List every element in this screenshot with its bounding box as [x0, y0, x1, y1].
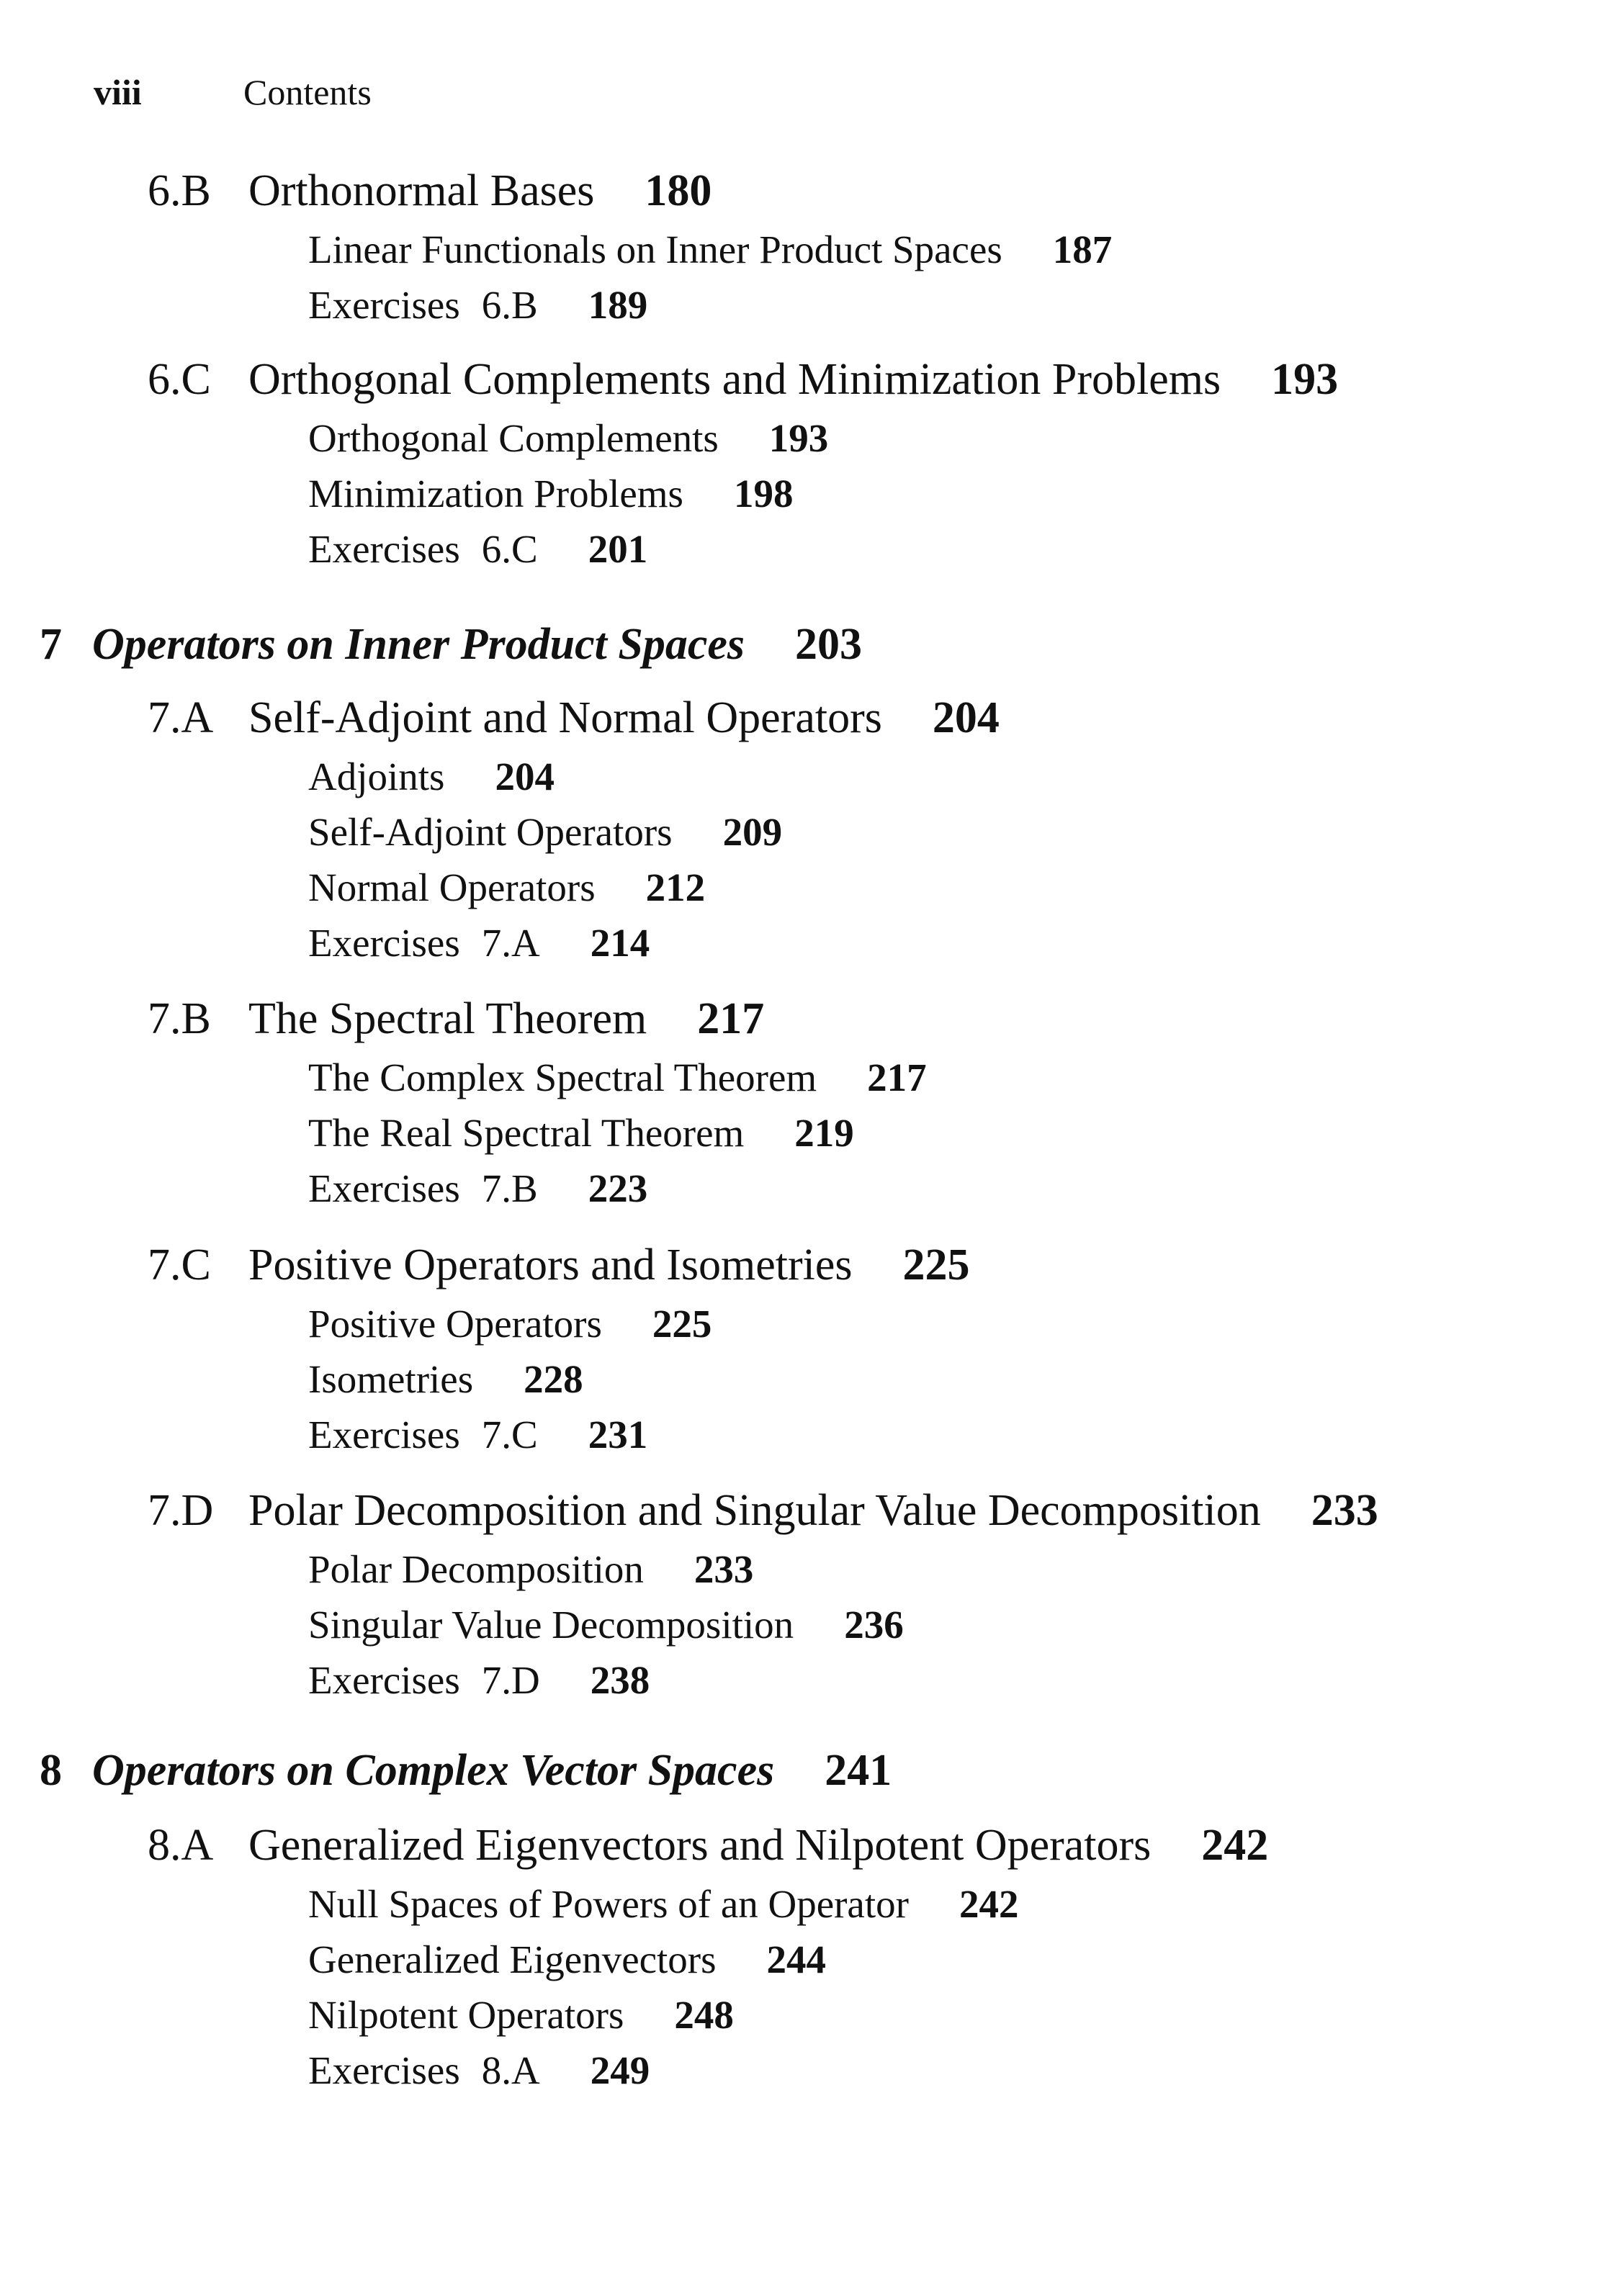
- section-number: 6.B: [148, 166, 211, 215]
- toc-entry-sub: [308, 227, 1112, 272]
- toc-entry-sub: [308, 415, 828, 461]
- chapter-number: 8: [40, 1746, 62, 1795]
- page-reference: 242: [1201, 1821, 1269, 1870]
- page-reference: 203: [795, 620, 862, 669]
- subsection-title: Nilpotent Operators: [308, 1993, 624, 2037]
- subsection-title: Exercises: [308, 527, 460, 571]
- toc-entry-sub: [308, 1937, 826, 1982]
- toc-entry-sec: [148, 994, 764, 1045]
- section-number: 6.C: [148, 355, 211, 404]
- toc-entry-sec: [148, 1820, 1268, 1871]
- subsection-title: The Complex Spectral Theorem: [308, 1055, 817, 1099]
- page-reference: 238: [590, 1658, 650, 1702]
- page-reference: 198: [733, 472, 794, 516]
- toc-entry-sub: [308, 1356, 583, 1402]
- exercise-section-ref: 7.A: [481, 921, 540, 965]
- subsection-title: Isometries: [308, 1357, 474, 1401]
- chapter-title: Operators on Inner Product Spaces: [92, 620, 745, 669]
- page-reference: 209: [722, 810, 783, 854]
- exercise-section-ref: 6.B: [481, 283, 538, 327]
- page-reference: 233: [693, 1547, 754, 1591]
- subsection-title: Linear Functionals on Inner Product Spaces: [308, 228, 1002, 271]
- section-title: Orthogonal Complements and Minimization Problems: [248, 355, 1221, 404]
- page-reference: 217: [697, 994, 765, 1043]
- page-reference: 214: [590, 921, 650, 965]
- toc-entry-ex: [308, 1657, 650, 1703]
- page-reference: 204: [932, 693, 1000, 742]
- page-reference: 242: [959, 1882, 1019, 1926]
- page-reference: 244: [766, 1937, 827, 1981]
- page-reference: 241: [825, 1746, 892, 1795]
- subsection-title: Exercises: [308, 1413, 460, 1457]
- subsection-title: Generalized Eigenvectors: [308, 1937, 717, 1981]
- section-number: 7.B: [148, 994, 211, 1043]
- page-reference: 233: [1311, 1486, 1378, 1535]
- subsection-title: Exercises: [308, 1658, 460, 1702]
- page-reference: 248: [674, 1993, 734, 2037]
- toc-entry-sec: [148, 1240, 970, 1291]
- subsection-title: Exercises: [308, 2048, 460, 2092]
- toc-entry-sub: [308, 1602, 904, 1647]
- subsection-title: Orthogonal Complements: [308, 416, 719, 460]
- subsection-title: The Real Spectral Theorem: [308, 1111, 745, 1155]
- toc-entry-ex: [308, 526, 647, 572]
- subsection-title: Exercises: [308, 921, 460, 965]
- page-reference: 236: [844, 1603, 904, 1647]
- page-number: viii: [94, 72, 142, 112]
- toc-entry-sub: [308, 471, 793, 516]
- exercise-section-ref: 6.C: [481, 527, 538, 571]
- exercise-section-ref: 8.A: [481, 2048, 540, 2092]
- toc-entry-ex: [308, 282, 647, 328]
- page-reference: 225: [652, 1302, 712, 1346]
- toc-entry-chap: [40, 619, 862, 670]
- toc-entry-sub: [308, 1055, 927, 1100]
- section-title: The Spectral Theorem: [248, 994, 647, 1043]
- toc-entry-sub: [308, 1547, 753, 1592]
- toc-entry-ex: [308, 920, 650, 965]
- subsection-title: Exercises: [308, 283, 460, 327]
- subsection-title: Exercises: [308, 1166, 460, 1210]
- section-title: Generalized Eigenvectors and Nilpotent Operators: [248, 1821, 1152, 1870]
- page-reference: 204: [495, 755, 555, 798]
- toc-entry-sec: [148, 166, 712, 217]
- page-reference: 249: [590, 2048, 650, 2092]
- exercise-section-ref: 7.C: [481, 1413, 538, 1457]
- subsection-title: Positive Operators: [308, 1302, 602, 1346]
- page-reference: 193: [1271, 355, 1339, 404]
- subsection-title: Minimization Problems: [308, 472, 683, 516]
- page-reference: 193: [768, 416, 829, 460]
- page-reference: 201: [588, 527, 648, 571]
- page-reference: 212: [645, 865, 706, 909]
- toc-entry-sec: [148, 693, 1000, 744]
- toc-entry-sub: [308, 809, 782, 855]
- chapter-title: Operators on Complex Vector Spaces: [92, 1746, 775, 1795]
- page-reference: 217: [867, 1055, 927, 1099]
- section-title: Polar Decomposition and Singular Value Decomposition: [248, 1486, 1261, 1535]
- subsection-title: Singular Value Decomposition: [308, 1603, 794, 1647]
- subsection-title: Null Spaces of Powers of an Operator: [308, 1882, 909, 1926]
- toc-entry-ex: [308, 1412, 647, 1457]
- toc-entry-sec: [148, 1485, 1378, 1536]
- subsection-title: Adjoints: [308, 755, 445, 798]
- section-number: 7.A: [148, 693, 214, 742]
- toc-entry-sub: [308, 1301, 712, 1346]
- exercise-section-ref: 7.B: [481, 1166, 538, 1210]
- page-reference: 225: [902, 1241, 970, 1289]
- toc-entry-ex: [308, 1166, 647, 1211]
- toc-entry-sec: [148, 354, 1338, 405]
- running-header: [94, 71, 372, 114]
- toc-entry-sub: [308, 1992, 734, 2038]
- subsection-title: Polar Decomposition: [308, 1547, 644, 1591]
- running-title: Contents: [243, 72, 372, 112]
- toc-entry-sub: [308, 865, 705, 910]
- toc-entry-sub: [308, 1881, 1018, 1927]
- page-reference: 228: [524, 1357, 583, 1401]
- toc-entry-chap: [40, 1745, 892, 1796]
- subsection-title: Normal Operators: [308, 865, 596, 909]
- toc-entry-sub: [308, 754, 555, 799]
- page-reference: 231: [588, 1413, 648, 1457]
- page-reference: 187: [1052, 228, 1113, 271]
- exercise-section-ref: 7.D: [481, 1658, 540, 1702]
- toc-entry-ex: [308, 2048, 650, 2093]
- subsection-title: Self-Adjoint Operators: [308, 810, 673, 854]
- section-title: Orthonormal Bases: [248, 166, 595, 215]
- toc-entry-sub: [308, 1110, 854, 1156]
- section-title: Positive Operators and Isometries: [248, 1241, 853, 1289]
- page-reference: 223: [588, 1166, 648, 1210]
- section-title: Self-Adjoint and Normal Operators: [248, 693, 882, 742]
- page-reference: 219: [794, 1111, 854, 1155]
- page-reference: 189: [588, 283, 648, 327]
- section-number: 7.D: [148, 1486, 214, 1535]
- section-number: 8.A: [148, 1821, 214, 1870]
- section-number: 7.C: [148, 1241, 211, 1289]
- chapter-number: 7: [40, 620, 62, 669]
- page-reference: 180: [645, 166, 712, 215]
